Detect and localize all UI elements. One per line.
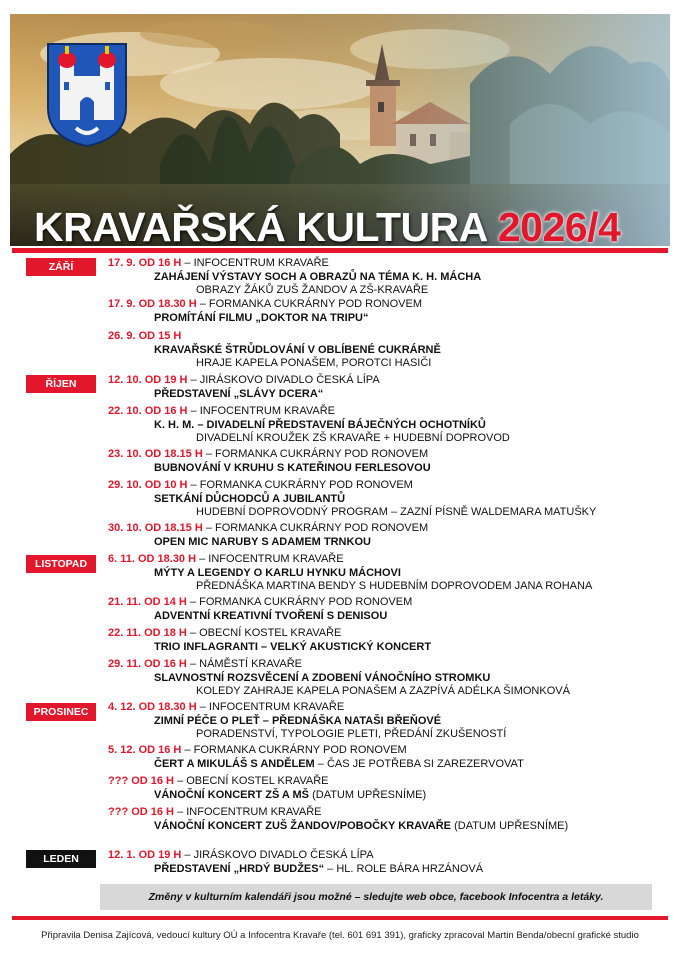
event-subtitle: KOLEDY ZAHRAJE KAPELA PONAŠEM A ZAZPÍVÁ ADÉLKA ŠIMONKOVÁ <box>196 685 570 697</box>
event-place: NÁMĚSTÍ KRAVAŘE <box>199 658 303 670</box>
event-subtitle: HRAJE KAPELA PONAŠEM, POROTCI HASIČI <box>196 357 432 369</box>
event-date: ??? OD 16 H <box>108 806 175 818</box>
event-title: K. H. M. – DIVADELNÍ PŘEDSTAVENÍ BÁJEČNÝCH OCHOTNÍKŮ <box>154 418 486 431</box>
event-title: SLAVNOSTNÍ ROZSVĚCENÍ A ZDOBENÍ VÁNOČNÍHO STROMKU <box>154 671 491 684</box>
page-title <box>34 204 620 246</box>
event-title: ZAHÁJENÍ VÝSTAVY SOCH A OBRAZŮ NA TÉMA K. H. MÁCHA <box>154 270 482 283</box>
title-main: KRAVAŘSKÁ KULTURA <box>34 204 488 246</box>
event-place: INFOCENTRUM KRAVAŘE <box>199 405 335 417</box>
event-title: MÝTY A LEGENDY O KARLU HYNKU MÁCHOVI <box>154 566 401 579</box>
event-date: 22. 11. OD 18 H <box>108 627 187 639</box>
event-title: VÁNOČNÍ KONCERT ZŠ A MŠ <box>154 788 310 801</box>
event-item: 17. 9. OD 18.30 H – FORMANKA CUKRÁRNY POD RONOVEM PROMÍTÁNÍ FILMU „DOKTOR NA TRIPU“ <box>108 298 423 324</box>
event-title: KRAVAŘSKÉ ŠTRŮDLOVÁNÍ V OBLÍBENÉ CUKRÁRNĚ <box>154 343 441 356</box>
event-date: 29. 10. OD 10 H <box>108 479 188 491</box>
event-item: 23. 10. OD 18.15 H – FORMANKA CUKRÁRNY POD RONOVEM BUBNOVÁNÍ V KRUHU S KATEŘINOU FERLESOVOU <box>108 448 431 474</box>
event-item: 22. 11. OD 18 H – OBECNÍ KOSTEL KRAVAŘE TRIO INFLAGRANTI – VELKÝ AKUSTICKÝ KONCERT <box>108 627 432 653</box>
event-item: 17. 9. OD 16 H – INFOCENTRUM KRAVAŘE ZAHÁJENÍ VÝSTAVY SOCH A OBRAZŮ NA TÉMA K. H. MÁCHA OBRAZY ŽÁKŮ ZUŠ ŽANDOV A ZŠ-KRAVAŘE <box>108 257 668 298</box>
event-item <box>108 330 668 371</box>
event-place: OBECNÍ KOSTEL KRAVAŘE <box>186 775 329 787</box>
event-place: OBECNÍ KOSTEL KRAVAŘE <box>199 627 342 639</box>
event-date: 12. 1. OD 19 H <box>108 849 182 861</box>
event-subtitle: OBRAZY ŽÁKŮ ZUŠ ŽANDOV A ZŠ-KRAVAŘE <box>196 284 429 296</box>
event-title: VÁNOČNÍ KONCERT ZUŠ ŽANDOV/POBOČKY KRAVAŘE <box>154 819 452 832</box>
header-banner <box>10 14 670 246</box>
event-date: 6. 11. OD 18.30 H <box>108 553 197 565</box>
event-place: FORMANKA CUKRÁRNY POD RONOVEM <box>193 744 407 756</box>
event-date: 17. 9. OD 18.30 H <box>108 298 197 310</box>
divider-top <box>12 248 668 253</box>
event-place: INFOCENTRUM KRAVAŘE <box>208 701 345 713</box>
event-date: 21. 11. OD 14 H <box>108 596 187 608</box>
month-badge-prosinec: PROSINEC <box>26 703 96 721</box>
event-item: 12. 1. OD 19 H – JIRÁSKOVO DIVADLO ČESKÁ LÍPA PŘEDSTAVENÍ „HRDÝ BUDŽES“ – HL. ROLE BÁRA HRZÁNOVÁ <box>108 849 484 875</box>
title-year: 2026/4 <box>497 204 621 246</box>
event-place: JIRÁSKOVO DIVADLO ČESKÁ LÍPA <box>199 374 380 386</box>
event-item: 21. 11. OD 14 H – FORMANKA CUKRÁRNY POD RONOVEM ADVENTNÍ KREATIVNÍ TVOŘENÍ S DENISOU <box>108 596 413 622</box>
event-subtitle: DIVADELNÍ KROUŽEK ZŠ KRAVAŘE + HUDEBNÍ DOPROVOD <box>196 432 510 444</box>
event-title: ZIMNÍ PÉČE O PLEŤ – PŘEDNÁŠKA NATAŠI BŘEŇOVÉ <box>154 714 442 727</box>
event-item: 29. 10. OD 10 H – FORMANKA CUKRÁRNY POD RONOVEM SETKÁNÍ DŮCHODCŮ A JUBILANTŮ HUDEBNÍ DOPROVODNÝ PROGRAM – ZAZNÍ PÍSNĚ WALDEMARA MATUŠKY <box>108 479 668 520</box>
event-title: PŘEDSTAVENÍ „HRDÝ BUDŽES“ <box>154 862 325 875</box>
event-title: OPEN MIC NARUBY S ADAMEM TRNKOU <box>154 535 371 548</box>
event-note: – HL. ROLE BÁRA HRZÁNOVÁ <box>324 862 484 875</box>
event-place: FORMANKA CUKRÁRNY POD RONOVEM <box>208 298 423 310</box>
village-crest-icon <box>46 42 128 148</box>
event-place: INFOCENTRUM KRAVAŘE <box>186 806 322 818</box>
event-item: ??? OD 16 H – OBECNÍ KOSTEL KRAVAŘE VÁNOČNÍ KONCERT ZŠ A MŠ (DATUM UPŘESNÍME) <box>108 775 427 801</box>
event-subtitle: PŘEDNÁŠKA MARTINA BENDY S HUDEBNÍM DOPROVODEM JANA ROHANA <box>196 580 593 592</box>
month-badge-leden: LEDEN <box>26 850 96 868</box>
event-title: ADVENTNÍ KREATIVNÍ TVOŘENÍ S DENISOU <box>154 609 388 622</box>
footer-credits: Připravila Denisa Zajícová, vedoucí kultury OÚ a Infocentra Kravaře (tel. 601 691 391), graficky zpracoval Martin Benda/obecní grafické studio <box>41 930 639 941</box>
month-badge-listopad: LISTOPAD <box>26 555 96 573</box>
event-date: 5. 12. OD 16 H <box>108 744 182 756</box>
event-date: 12. 10. OD 19 H <box>108 374 188 386</box>
event-item: 6. 11. OD 18.30 H – INFOCENTRUM KRAVAŘE MÝTY A LEGENDY O KARLU HYNKU MÁCHOVI PŘEDNÁŠKA MARTINA BENDY S HUDEBNÍM DOPROVODEM JANA ROHANA <box>108 553 668 594</box>
month-badge-rijen: ŘÍJEN <box>26 375 96 393</box>
event-title: BUBNOVÁNÍ V KRUHU S KATEŘINOU FERLESOVOU <box>154 461 431 474</box>
event-place: INFOCENTRUM KRAVAŘE <box>208 553 344 565</box>
event-date: 17. 9. OD 16 H <box>108 257 182 269</box>
event-note: (DATUM UPŘESNÍME) <box>451 819 569 832</box>
event-date: 30. 10. OD 18.15 H <box>108 522 203 534</box>
event-place: FORMANKA CUKRÁRNY POD RONOVEM <box>199 479 413 491</box>
event-date: ??? OD 16 H <box>108 775 175 787</box>
event-place: INFOCENTRUM KRAVAŘE <box>193 257 329 269</box>
event-item: 12. 10. OD 19 H – JIRÁSKOVO DIVADLO ČESKÁ LÍPA PŘEDSTAVENÍ „SLÁVY DCERA“ <box>108 374 380 400</box>
event-date: 23. 10. OD 18.15 H <box>108 448 203 460</box>
event-item: ??? OD 16 H – INFOCENTRUM KRAVAŘE VÁNOČNÍ KONCERT ZUŠ ŽANDOV/POBOČKY KRAVAŘE (DATUM UPŘESNÍME) <box>108 806 569 832</box>
event-item: 4. 12. OD 18.30 H – INFOCENTRUM KRAVAŘE ZIMNÍ PÉČE O PLEŤ – PŘEDNÁŠKA NATAŠI BŘEŇOVÉ PORADENSTVÍ, TYPOLOGIE PLETI, PŘEDÁNÍ ZKUŠENOSTÍ <box>108 701 668 742</box>
event-note: (DATUM UPŘESNÍME) <box>309 788 427 801</box>
event-subtitle: HUDEBNÍ DOPROVODNÝ PROGRAM – ZAZNÍ PÍSNĚ WALDEMARA MATUŠKY <box>196 506 597 518</box>
event-place: JIRÁSKOVO DIVADLO ČESKÁ LÍPA <box>193 849 374 861</box>
event-date: 4. 12. OD 18.30 H <box>108 701 197 713</box>
event-item: 30. 10. OD 18.15 H – FORMANKA CUKRÁRNY POD RONOVEM OPEN MIC NARUBY S ADAMEM TRNKOU <box>108 522 429 548</box>
event-title: PROMÍTÁNÍ FILMU „DOKTOR NA TRIPU“ <box>154 311 369 324</box>
event-item: 5. 12. OD 16 H – FORMANKA CUKRÁRNY POD RONOVEM ČERT A MIKULÁŠ S ANDĚLEM – ČAS JE POTŘEBA SI ZAREZERVOVAT <box>108 744 524 770</box>
event-date: 29. 11. OD 16 H <box>108 658 187 670</box>
event-date: 26. 9. OD 15 H <box>108 330 182 342</box>
event-title: SETKÁNÍ DŮCHODCŮ A JUBILANTŮ <box>154 492 346 505</box>
event-place: FORMANKA CUKRÁRNY POD RONOVEM <box>215 522 429 534</box>
event-title: PŘEDSTAVENÍ „SLÁVY DCERA“ <box>154 387 324 400</box>
divider-bottom <box>12 916 668 920</box>
event-subtitle: PORADENSTVÍ, TYPOLOGIE PLETI, PŘEDÁNÍ ZKUŠENOSTÍ <box>196 728 507 740</box>
notice-bar: Změny v kulturním kalendáři jsou možné – sledujte web obce, facebook Infocentra a letáky. <box>100 884 652 910</box>
event-date: 22. 10. OD 16 H <box>108 405 188 417</box>
event-place: FORMANKA CUKRÁRNY POD RONOVEM <box>215 448 429 460</box>
event-item: 29. 11. OD 16 H – NÁMĚSTÍ KRAVAŘE SLAVNOSTNÍ ROZSVĚCENÍ A ZDOBENÍ VÁNOČNÍHO STROMKU KOLEDY ZAHRAJE KAPELA PONAŠEM A ZAZPÍVÁ ADÉLKA ŠIMONKOVÁ <box>108 658 668 699</box>
month-badge-zari: ZÁŘÍ <box>26 258 96 276</box>
event-item: 22. 10. OD 16 H – INFOCENTRUM KRAVAŘE K. H. M. – DIVADELNÍ PŘEDSTAVENÍ BÁJEČNÝCH OCHOTNÍKŮ DIVADELNÍ KROUŽEK ZŠ KRAVAŘE + HUDEBNÍ DOPROVOD <box>108 405 668 446</box>
event-title: ČERT A MIKULÁŠ S ANDĚLEM <box>154 757 315 770</box>
event-note: – ČAS JE POTŘEBA SI ZAREZERVOVAT <box>314 757 524 770</box>
event-title: TRIO INFLAGRANTI – VELKÝ AKUSTICKÝ KONCERT <box>154 640 432 653</box>
event-place: FORMANKA CUKRÁRNY POD RONOVEM <box>199 596 413 608</box>
